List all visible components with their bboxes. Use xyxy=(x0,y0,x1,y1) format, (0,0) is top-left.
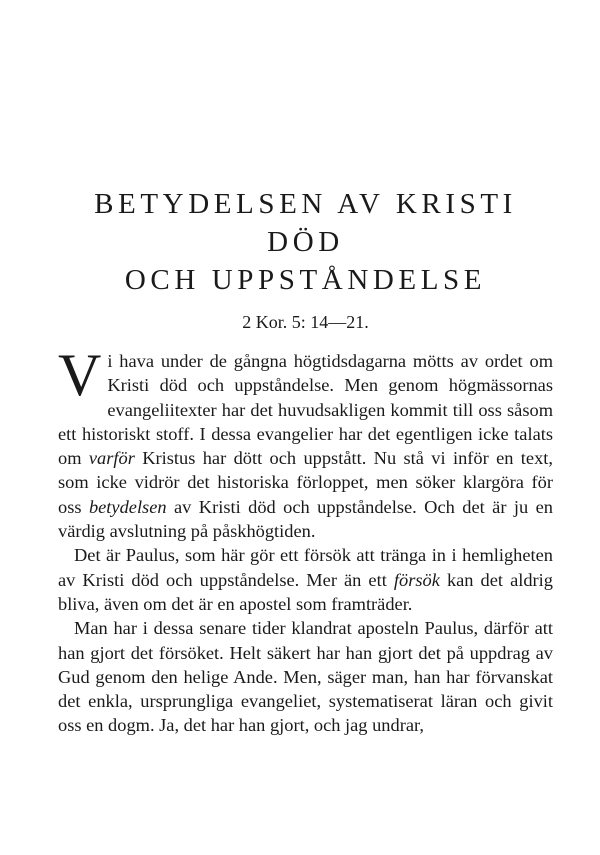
paragraph-2 xyxy=(58,543,553,616)
chapter-title-line-2: OCH UPPSTÅNDELSE xyxy=(124,264,487,296)
emphasis-betydelsen: betydelsen xyxy=(88,496,167,517)
chapter-title xyxy=(58,185,553,299)
paragraph-3 xyxy=(58,616,553,737)
emphasis-forsok: försök xyxy=(393,569,440,590)
paragraph-1-text-b: Kristus har dött och uppstått. Nu stå vi inför en text, som icke vidrör det historiska förloppet, men söker klargöra för oss xyxy=(58,448,553,517)
paragraph-3-text-a: Man har i dessa senare tider klandrat aposteln Paulus, därför att han gjort det försöket. Helt säkert har han gjort det på uppdrag av Gud genom den helige Ande. Men, säger man, han har förvanskat det enkla, ursprungliga evangeliet, systematiserat läran och givit oss en dogm. Ja, det har han gjort, och jag undrar, xyxy=(58,618,553,736)
body-text xyxy=(58,342,553,738)
drop-cap: V xyxy=(58,342,102,408)
chapter-title-line-1: BETYDELSEN AV KRISTI DÖD xyxy=(94,188,517,258)
page xyxy=(58,185,553,738)
paragraph-2-text-b: kan det aldrig bliva, även om det är en apostel som framträder. xyxy=(58,569,553,614)
paragraph-1-text-c: av Kristi död och uppståndelse. Och det är ju en värdig avslutning på påskhögtiden. xyxy=(58,496,553,542)
paragraph-2-text-a: Det är Paulus, som här gör ett försök att tränga in i hemligheten av Kristi död och uppståndelse. Mer än ett xyxy=(58,545,553,590)
paragraph-1 xyxy=(58,342,553,543)
paragraph-1-text-a: i hava under de gångna högtidsdagarna mötts av ordet om Kristi död och uppståndelse. Men genom högmässornas evangeliitexter har det huvudsakligen kommit till oss såsom ett historiskt stoff. I dessa evangelier har det egentligen icke talats om xyxy=(58,351,553,469)
scripture-reference: 2 Kor. 5: 14—21. xyxy=(242,312,369,332)
emphasis-varfor: varför xyxy=(88,448,135,469)
